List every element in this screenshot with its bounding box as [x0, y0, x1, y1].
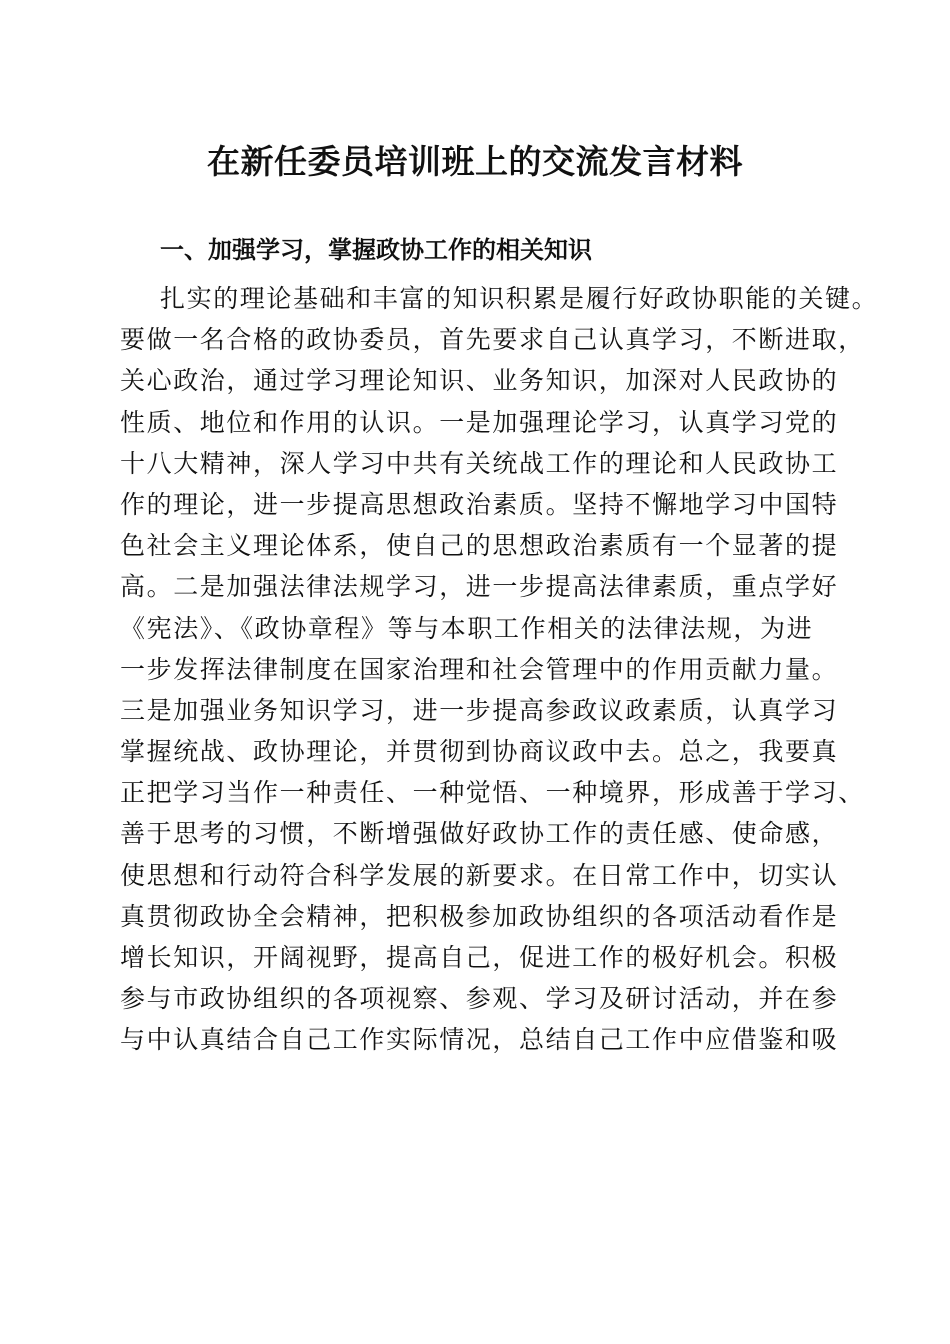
paragraph-line: 掌握统战、政协理论，并贯彻到协商议政中去。总之，我要真 [120, 737, 839, 767]
paragraph-line: 使思想和行动符合科学发展的新要求。在日常工作中，切实认 [120, 860, 839, 890]
document-title: 在新任委员培训班上的交流发言材料 [207, 142, 743, 181]
paragraph-line: 三是加强业务知识学习，进一步提高参政议政素质，认真学习 [120, 695, 839, 725]
paragraph-line: 《宪法》、《政协章程》等与本职工作相关的法律法规，为进 [120, 613, 814, 643]
paragraph-line: 扎实的理论基础和丰富的知识积累是履行好政协职能的关键。 [160, 284, 879, 313]
paragraph-line: 十八大精神，深人学习中共有关统战工作的理论和人民政协工 [120, 448, 839, 478]
paragraph-line: 真贯彻政协全会精神，把积极参加政协组织的各项活动看作是 [120, 901, 839, 931]
paragraph-line: 色社会主义理论体系，使自己的思想政治素质有一个显著的提 [120, 531, 839, 561]
paragraph-line: 与中认真结合自己工作实际情况，总结自己工作中应借鉴和吸 [120, 1025, 839, 1055]
paragraph-line: 高。二是加强法律法规学习，进一步提高法律素质，重点学好 [120, 572, 839, 602]
paragraph-line: 作的理论，进一步提高思想政治素质。坚持不懈地学习中国特 [120, 489, 839, 519]
paragraph-line: 关心政治，通过学习理论知识、业务知识，加深对人民政协的 [120, 366, 839, 396]
body-paragraph [120, 278, 879, 1061]
paragraph-line: 性质、地位和作用的认识。一是加强理论学习，认真学习党的 [120, 407, 839, 437]
paragraph-line: 正把学习当作一种责任、一种觉悟、一种境界，形成善于学习、 [120, 778, 865, 808]
paragraph-line: 增长知识，开阔视野，提高自己，促进工作的极好机会。积极 [120, 943, 839, 972]
paragraph-line: 要做一名合格的政协委员，首先要求自己认真学习，不断进取， [120, 325, 865, 355]
paragraph-line: 参与市政协组织的各项视察、参观、学习及研讨活动，并在参 [120, 984, 839, 1014]
paragraph-line: 善于思考的习惯，不断增强做好政协工作的责任感、使命感， [120, 819, 839, 849]
paragraph-line: 一步发挥法律制度在国家治理和社会管理中的作用贡献力量。 [120, 654, 839, 684]
section-heading: 一、加强学习，掌握政协工作的相关知识 [160, 236, 592, 264]
